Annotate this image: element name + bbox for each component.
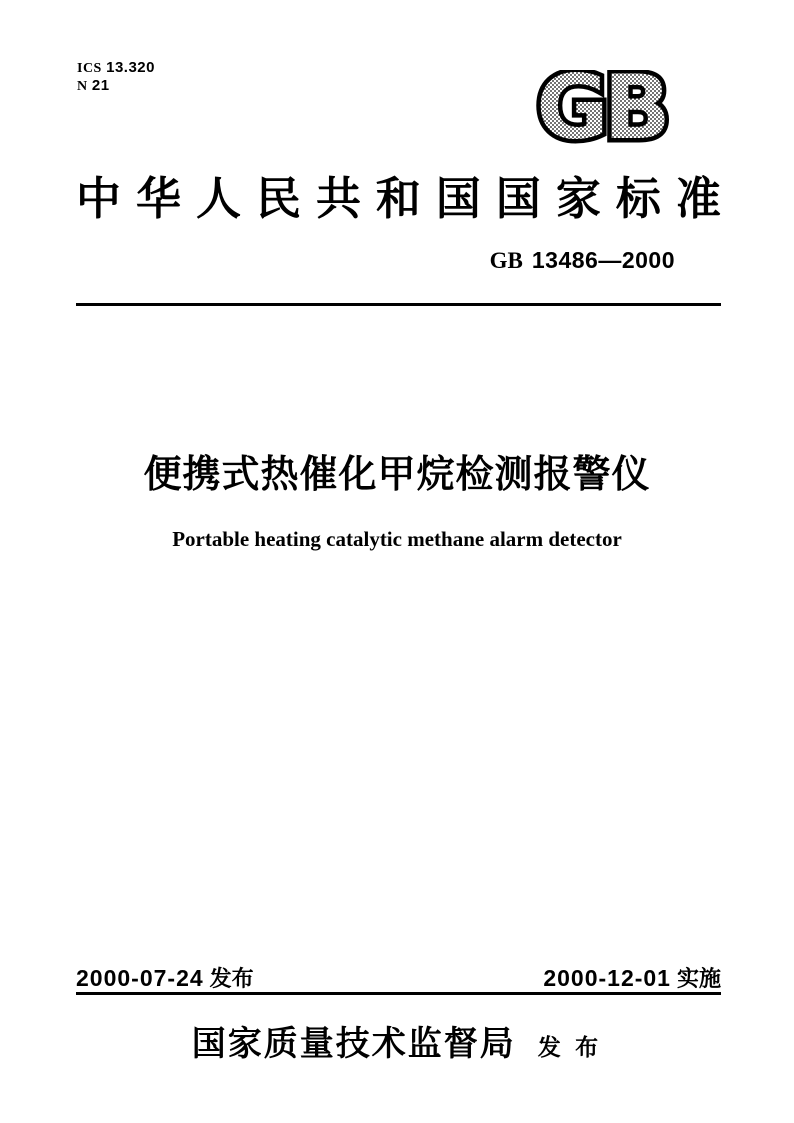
header-divider-rule <box>76 303 721 306</box>
ics-line <box>77 59 155 77</box>
class-label: N <box>77 79 88 94</box>
standard-number <box>490 247 675 274</box>
implement-label: 实施 <box>676 966 721 991</box>
ics-label: ICS <box>77 61 102 76</box>
issue-date-item <box>76 964 254 993</box>
national-standard-title: 中 华 人 民 共 和 国 国 家 标 准 <box>76 174 721 224</box>
standard-number-value: 13486—2000 <box>531 247 675 273</box>
publish-label: 发 布 <box>537 1034 603 1060</box>
footer-divider-rule <box>76 992 721 995</box>
gb-logo-text: GB <box>536 70 666 150</box>
implement-date: 2000-12-01 <box>543 965 671 991</box>
implement-date-item <box>543 964 721 993</box>
issue-date: 2000-07-24 <box>76 965 204 991</box>
classification-codes <box>77 59 155 95</box>
issue-label: 发布 <box>209 966 254 991</box>
document-title-zh: 便携式热催化甲烷检测报警仪 <box>143 454 651 496</box>
document-title-en: Portable heating catalytic methane alarm detector <box>172 527 622 551</box>
class-line <box>77 77 155 95</box>
issuer-row <box>0 1024 794 1066</box>
gb-logo-icon <box>530 70 672 150</box>
standard-number-prefix: GB <box>489 248 523 273</box>
dates-row <box>76 964 721 993</box>
issuing-body: 国家质量技术监督局 <box>191 1026 516 1063</box>
class-code: 21 <box>91 77 110 94</box>
ics-code: 13.320 <box>106 59 155 76</box>
